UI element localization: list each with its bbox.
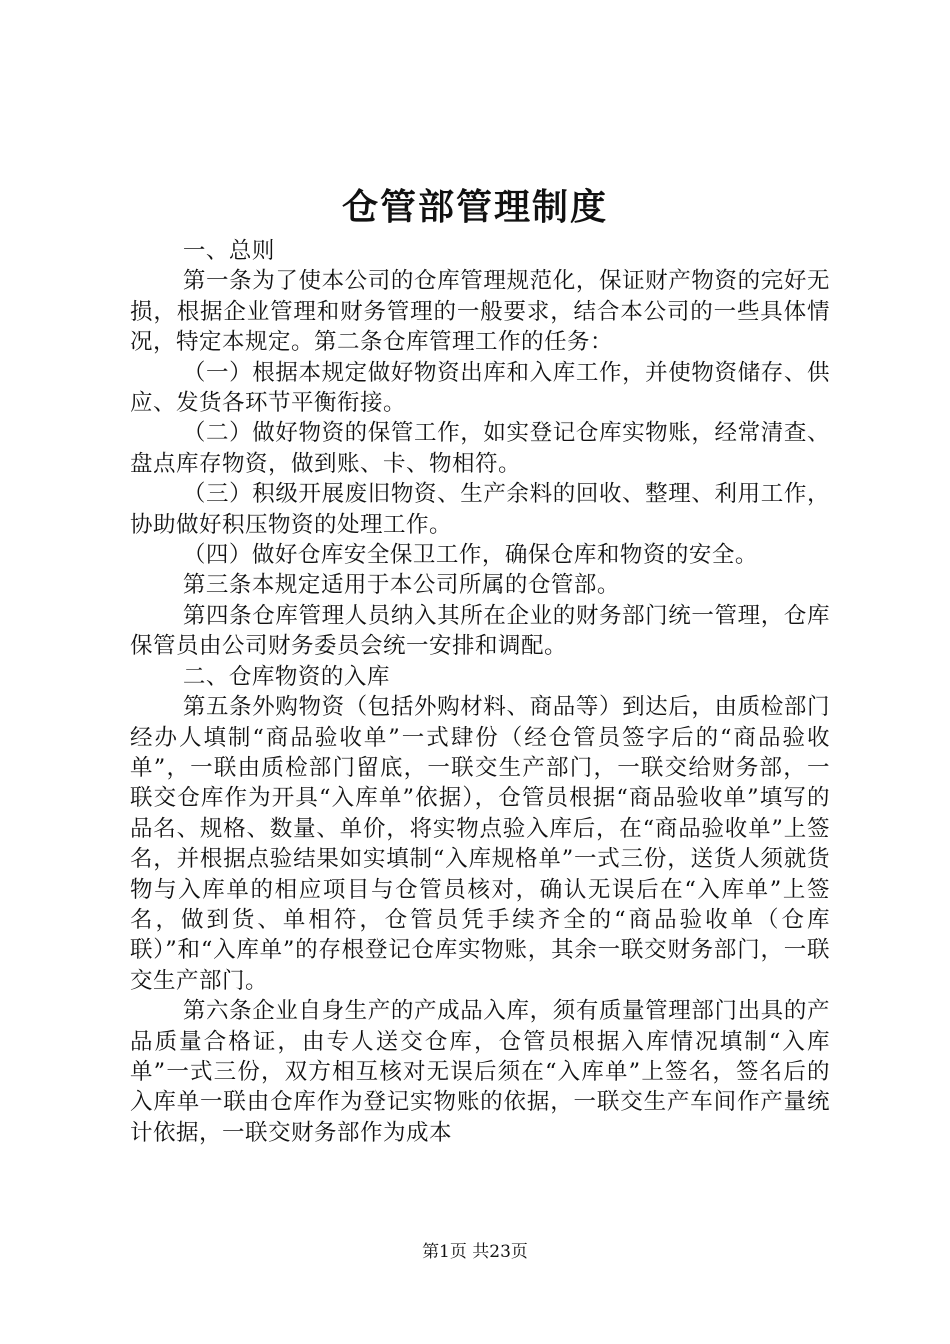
- document-title: 仓管部管理制度: [341, 187, 608, 228]
- article-5-paragraph: 第五条外购物资（包括外购材料、商品等）到达后，由质检部门经办人填制“商品验收单”一式肆份（经仓管员签字后的“商品验收单”，一联由质检部门留底，一联交生产部门，一联交给财务部，一联交仓库作为开具“入库单”依据），仓管员根据“商品验收单”填写的品名、规格、数量、单价，将实物点验入库后，在“商品验收单”上签名，并根据点验结果如实填制“入库规格单”一式三份，送货人须就货物与入库单的相应项目与仓管员核对，确认无误后在“入库单”上签名，做到货、单相符，仓管员凭手续齐全的“商品验收单（仓库联）”和“入库单”的存根登记仓库实物账，其余一联交财务部门，一联交生产部门。: [130, 694, 830, 994]
- article-3-paragraph: 第三条本规定适用于本公司所属的仓管部。: [182, 572, 620, 599]
- page-number-footer: 第1页 共23页: [422, 1242, 528, 1262]
- task-item-3: （三）积级开展废旧物资、生产余料的回收、整理、利用工作，协助做好积压物资的处理工作。: [130, 481, 830, 538]
- document-body: [130, 236, 830, 1148]
- article-1-paragraph: 第一条为了使本公司的仓库管理规范化，保证财产物资的完好无损，根据企业管理和财务管理的一般要求，结合本公司的一些具体情况，特定本规定。第二条仓库管理工作的任务：: [130, 268, 830, 356]
- section-heading-general: 一、总则: [182, 238, 275, 264]
- article-6-paragraph: 第六条企业自身生产的产成品入库，须有质量管理部门出具的产品质量合格证，由专人送交仓库，仓管员根据入库情况填制“入库单”一式三份，双方相互核对无误后须在“入库单”上签名，签名后的入库单一联由仓库作为登记实物账的依据，一联交生产车间作产量统计依据，一联交财务部作为成本: [130, 998, 830, 1146]
- article-4-paragraph: 第四条仓库管理人员纳入其所在企业的财务部门统一管理，仓库保管员由公司财务委员会统一安排和调配。: [130, 602, 830, 660]
- task-item-1: （一）根据本规定做好物资出库和入库工作，并使物资储存、供应、发货各环节平衡衔接。: [130, 359, 830, 417]
- task-item-2: （二）做好物资的保管工作，如实登记仓库实物账，经常清查、盘点库存物资，做到账、卡、物相符。: [130, 420, 830, 477]
- task-item-4: （四）做好仓库安全保卫工作，确保仓库和物资的安全。: [182, 542, 758, 569]
- section-heading-warehousing: 二、仓库物资的入库: [182, 663, 390, 690]
